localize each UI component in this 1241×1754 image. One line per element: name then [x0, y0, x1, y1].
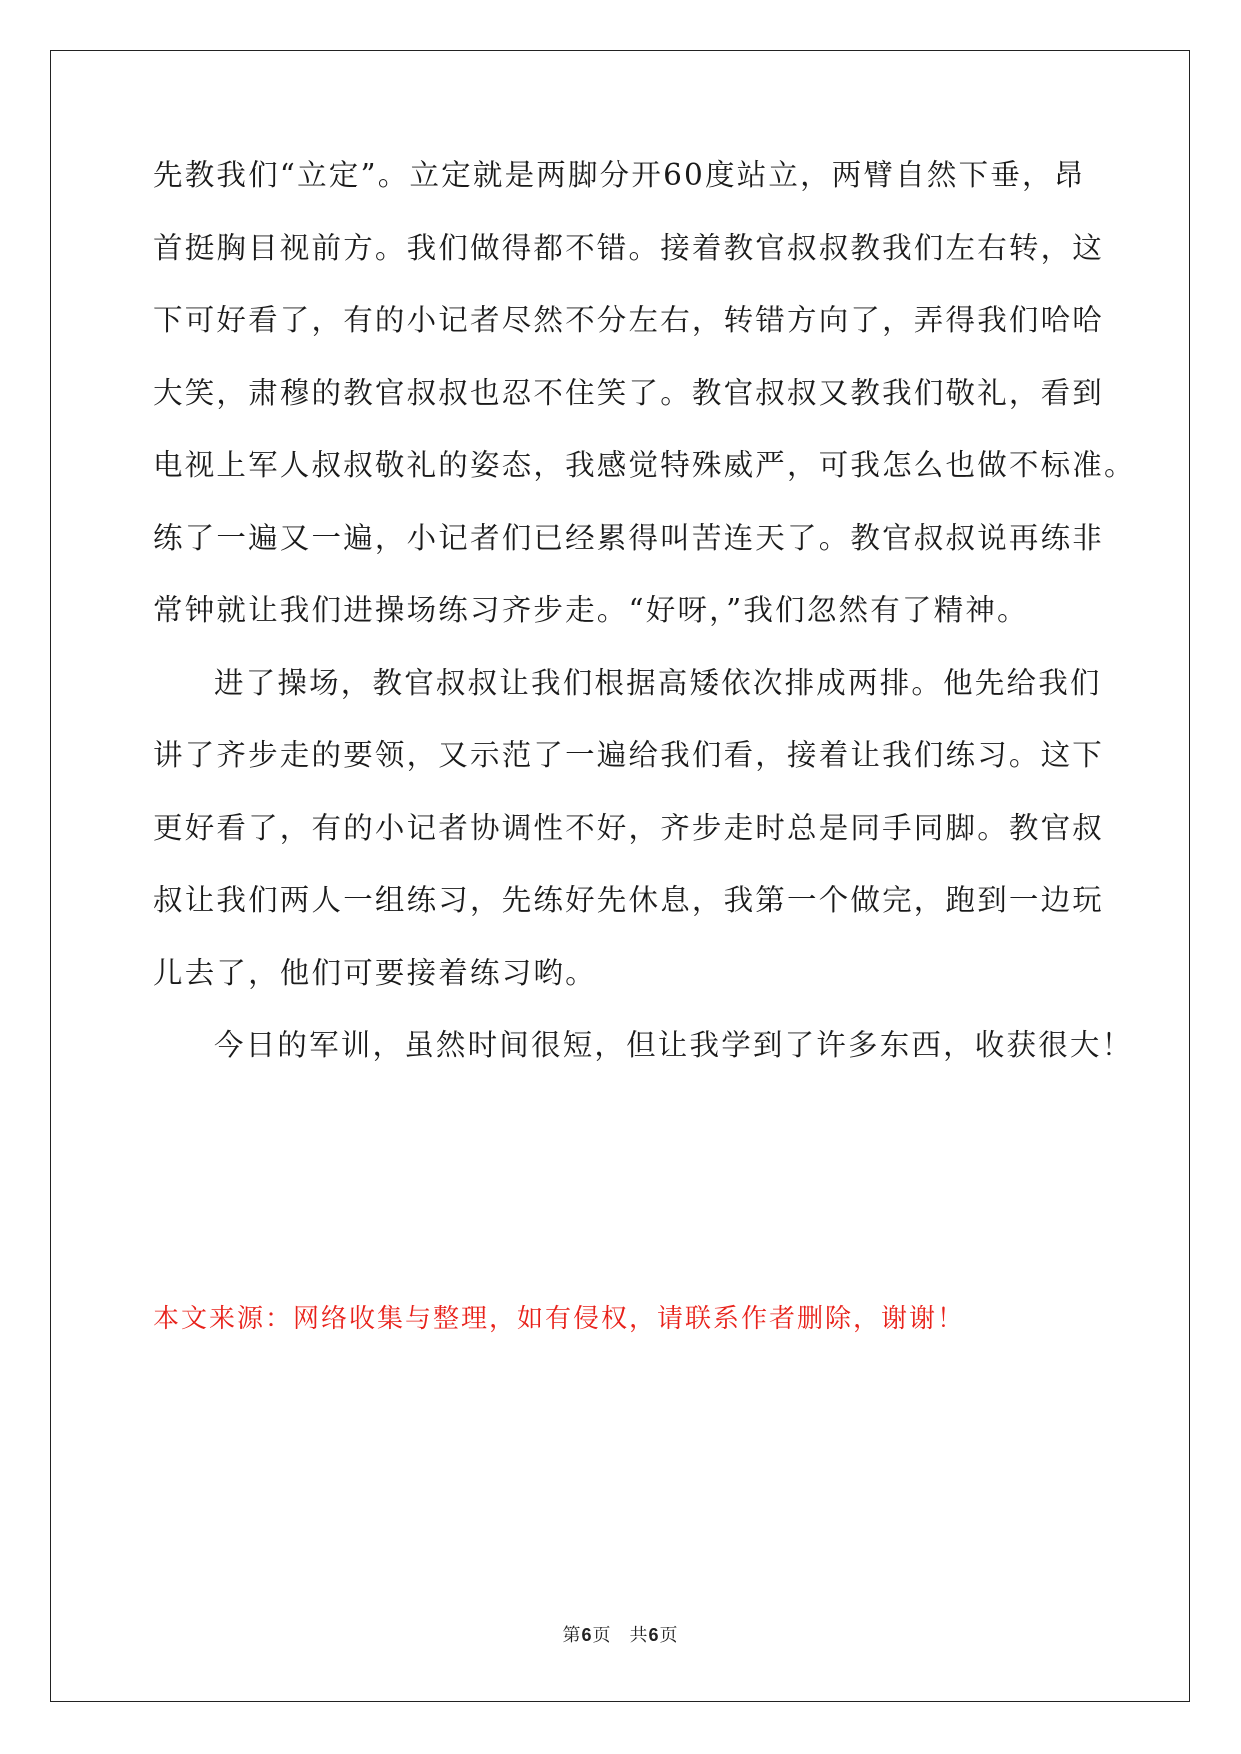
- text-line: 常钟就让我们进操场练习齐步走。“好呀，”我们忽然有了精神。: [153, 593, 1029, 627]
- text-line: 先教我们“立定”。立定就是两脚分开60度站立，两臂自然下垂，昂: [153, 158, 1086, 192]
- text-line: 电视上军人叔叔敬礼的姿态，我感觉特殊威严，可我怎么也做不标准。: [153, 448, 1136, 482]
- text-line: 更好看了，有的小记者协调性不好，齐步走时总是同手同脚。教官叔: [153, 810, 1105, 845]
- text-line: 讲了齐步走的要领，又示范了一遍给我们看，接着让我们练习。这下: [153, 738, 1105, 772]
- source-note: 本文来源：网络收集与整理，如有侵权，请联系作者删除，谢谢！: [153, 1304, 966, 1334]
- text-line: 叔让我们两人一组练习，先练好先休息，我第一个做完，跑到一边玩: [153, 883, 1105, 917]
- text-line: 大笑，肃穆的教官叔叔也忍不住笑了。教官叔叔又教我们敬礼，看到: [153, 375, 1105, 410]
- footer-page-total: 6: [648, 1625, 660, 1645]
- text-line: 下可好看了，有的小记者尽然不分左右，转错方向了，弄得我们哈哈: [153, 303, 1105, 337]
- text-line: 儿去了，他们可要接着练习哟。: [153, 955, 597, 990]
- footer-page-prefix: 第: [562, 1625, 582, 1646]
- footer-page-suffix: 页: [592, 1625, 612, 1646]
- paragraph-start-line: 进了操场，教官叔叔让我们根据高矮依次排成两排。他先给我们: [214, 665, 1102, 700]
- text-line: 练了一遍又一遍，小记者们已经累得叫苦连天了。教官叔叔说再练非: [153, 520, 1105, 555]
- paragraph-start-line: 今日的军训，虽然时间很短，但让我学到了许多东西，收获很大！: [214, 1028, 1134, 1062]
- footer-page-current: 6: [581, 1625, 593, 1645]
- text-line: 首挺胸目视前方。我们做得都不错。接着教官叔叔教我们左右转，这: [153, 230, 1105, 265]
- footer-total-prefix: 共: [629, 1625, 649, 1646]
- page-footer: [0, 1621, 1241, 1647]
- footer-total-suffix: 页: [659, 1625, 679, 1646]
- page-frame: [50, 50, 1190, 1702]
